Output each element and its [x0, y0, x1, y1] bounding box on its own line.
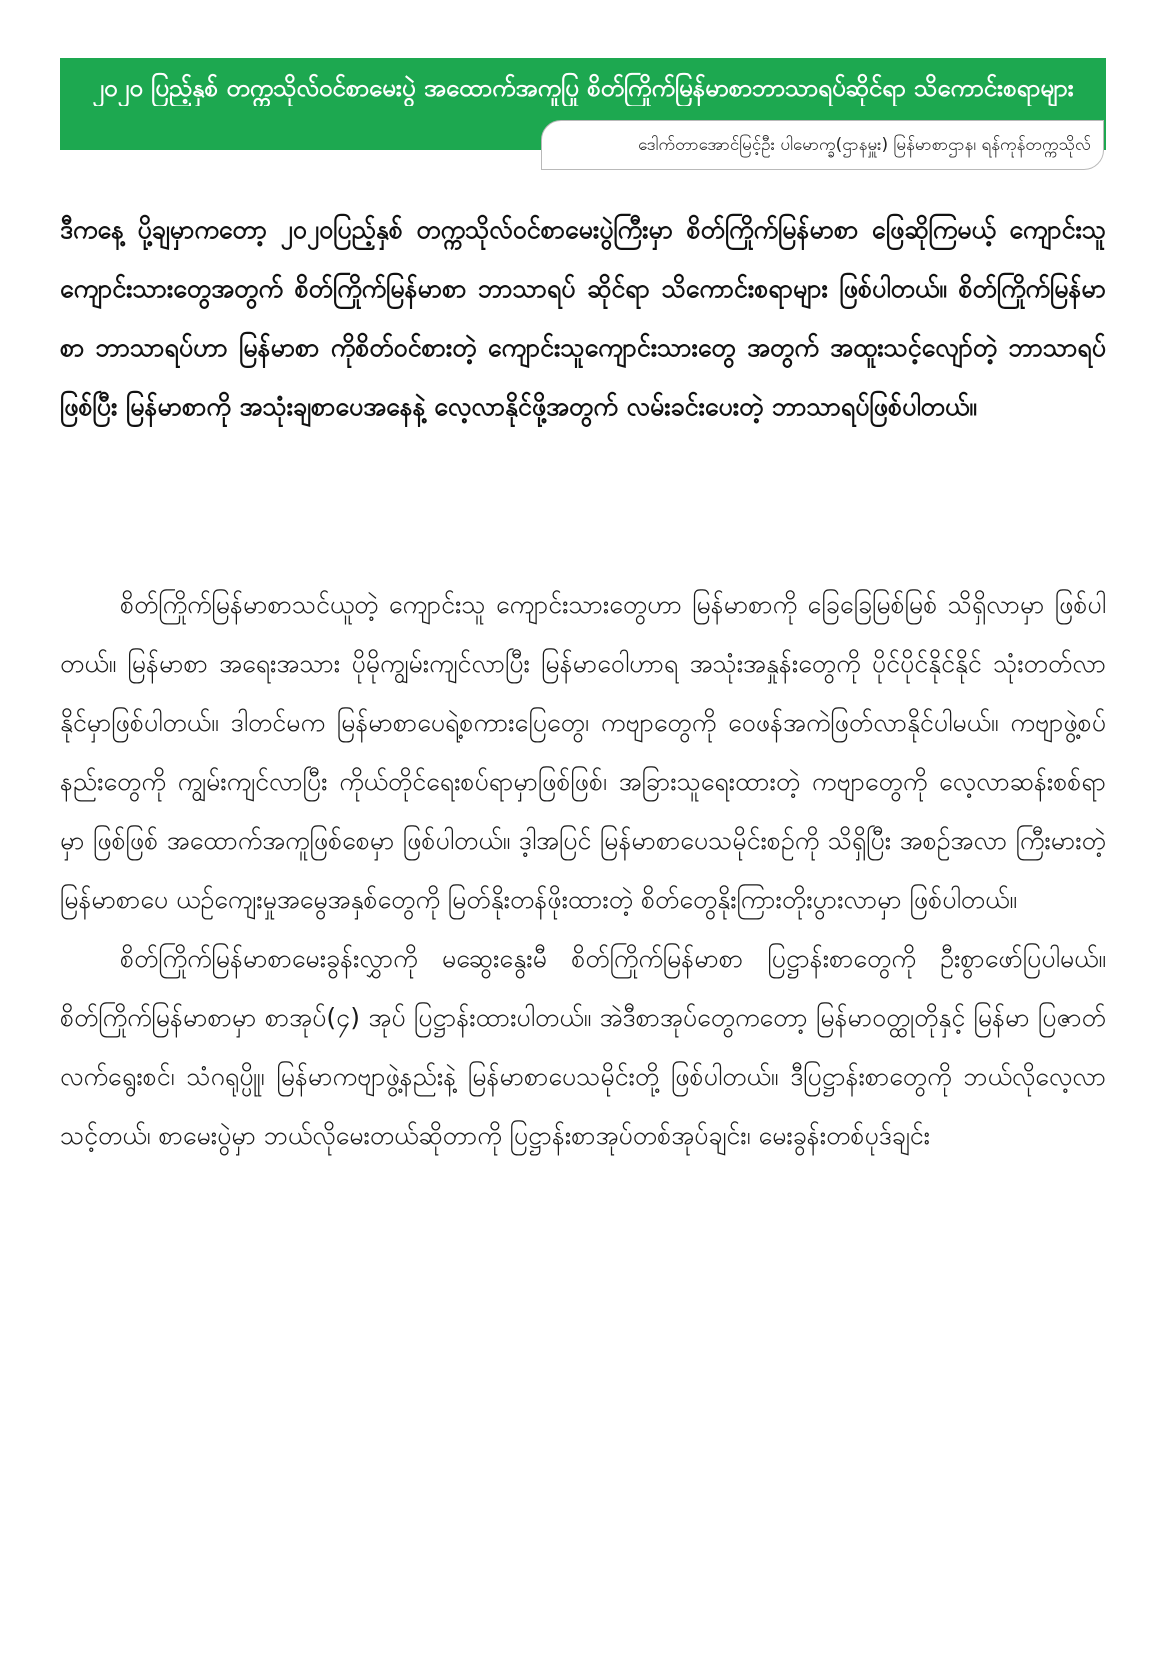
article-body — [60, 575, 1106, 1165]
byline-box — [541, 120, 1104, 170]
author-byline: ဒေါက်တာအောင်မြင့်ဦး ပါမောက္ခ(ဌာနမှူး) မြန်မာစာဌာန၊ ရန်ကုန်တက္ကသိုလ် — [638, 135, 1091, 155]
body-paragraph-2: စိတ်ကြိုက်မြန်မာစာမေးခွန်းလွှာကို မဆွေးနွေးမီ စိတ်ကြိုက်မြန်မာစာ ပြဋ္ဌာန်းစာတွေကို ဦးစွာဖော်ပြပါမယ်။ စိတ်ကြိုက်မြန်မာစာမှာ စာအုပ်(၄) အုပ် ပြဋ္ဌာန်းထားပါတယ်။ အဲဒီစာအုပ်တွေကတော့ မြန်မာဝတ္ထုတိုနှင့် မြန်မာ ပြဇာတ်လက်ရွေးစင်၊ သံဂရုပ္ပိုု၊ မြန်မာကဗျာဖွဲ့နည်းနဲ့ မြန်မာစာပေသမိုင်းတို့ ဖြစ်ပါတယ်။ ဒီပြဋ္ဌာန်းစာတွေကို ဘယ်လိုလေ့လာသင့်တယ်၊ စာမေးပွဲမှာ ဘယ်လိုမေးတယ်ဆိုတာကို ပြဋ္ဌာန်းစာအုပ်တစ်အုပ်ချင်း၊ မေးခွန်းတစ်ပုဒ်ချင်း — [60, 944, 1106, 1150]
intro-paragraph: ဒီကနေ့ ပို့ချမှာကတော့ ၂၀၂၀ပြည့်နှစ် တက္ကသိုလ်ဝင်စာမေးပွဲကြီးမှာ စိတ်ကြိုက်မြန်မာစာ ဖြေဆိုကြမယ့် ကျောင်းသူကျောင်းသားတွေအတွက် စိတ်ကြိုက်မြန်မာစာ ဘာသာရပ် ဆိုင်ရာ သိကောင်းစရာများ ဖြစ်ပါတယ်။ စိတ်ကြိုက်မြန်မာစာ ဘာသာရပ်ဟာ မြန်မာစာ ကိုစိတ်ဝင်စားတဲ့ ကျောင်းသူကျောင်းသားတွေ အတွက် အထူးသင့်လျော်တဲ့ ဘာသာရပ် ဖြစ်ပြီး မြန်မာစာကို အသုံးချစာပေအနေနဲ့ လေ့လာနိုင်ဖို့အတွက် လမ်းခင်းပေးတဲ့ ဘာသာရပ်ဖြစ်ပါတယ်။ — [60, 215, 1106, 421]
body-paragraph-1: စိတ်ကြိုက်မြန်မာစာသင်ယူတဲ့ ကျောင်းသူ ကျောင်းသားတွေဟာ မြန်မာစာကို ခြေခြေမြစ်မြစ် သိရှိလာမှာ ဖြစ်ပါတယ်။ မြန်မာစာ အရေးအသား ပိုမိုကျွမ်းကျင်လာပြီး မြန်မာဝေါဟာရ အသုံးအနှုန်းတွေကို ပိုင်ပိုင်နိုင်နိုင် သုံးတတ်လာနိုင်မှာဖြစ်ပါတယ်။ ဒါတင်မက မြန်မာစာပေရဲ့စကားပြေတွေ၊ ကဗျာတွေကို ဝေဖန်အကဲဖြတ်လာနိုင်ပါမယ်။ ကဗျာဖွဲ့စပ်နည်းတွေကို ကျွမ်းကျင်လာပြီး ကိုယ်တိုင်ရေးစပ်ရာမှာဖြစ်ဖြစ်၊ အခြားသူရေးထားတဲ့ ကဗျာတွေကို လေ့လာဆန်းစစ်ရာမှာ ဖြစ်ဖြစ် အထောက်အကူဖြစ်စေမှာ ဖြစ်ပါတယ်။ ဒ့ါအပြင် မြန်မာစာပေသမိုင်းစဉ်ကို သိရှိပြီး အစဉ်အလာ ကြီးမားတဲ့ မြန်မာစာပေ ယဉ်ကျေးမှုအမွေအနှစ်တွေကို မြတ်နိုးတန်ဖိုးထားတဲ့ စိတ်တွေနိုးကြားတိုးပွားလာမှာ ဖြစ်ပါတယ်။ — [60, 590, 1106, 914]
article-title: ၂၀၂၀ ပြည့်နှစ် တက္ကသိုလ်ဝင်စာမေးပွဲ အထောက်အကူပြု စိတ်ကြိုက်မြန်မာစာဘာသာရပ်ဆိုင်ရာ သိကောင်းစရာများ — [92, 74, 1074, 102]
